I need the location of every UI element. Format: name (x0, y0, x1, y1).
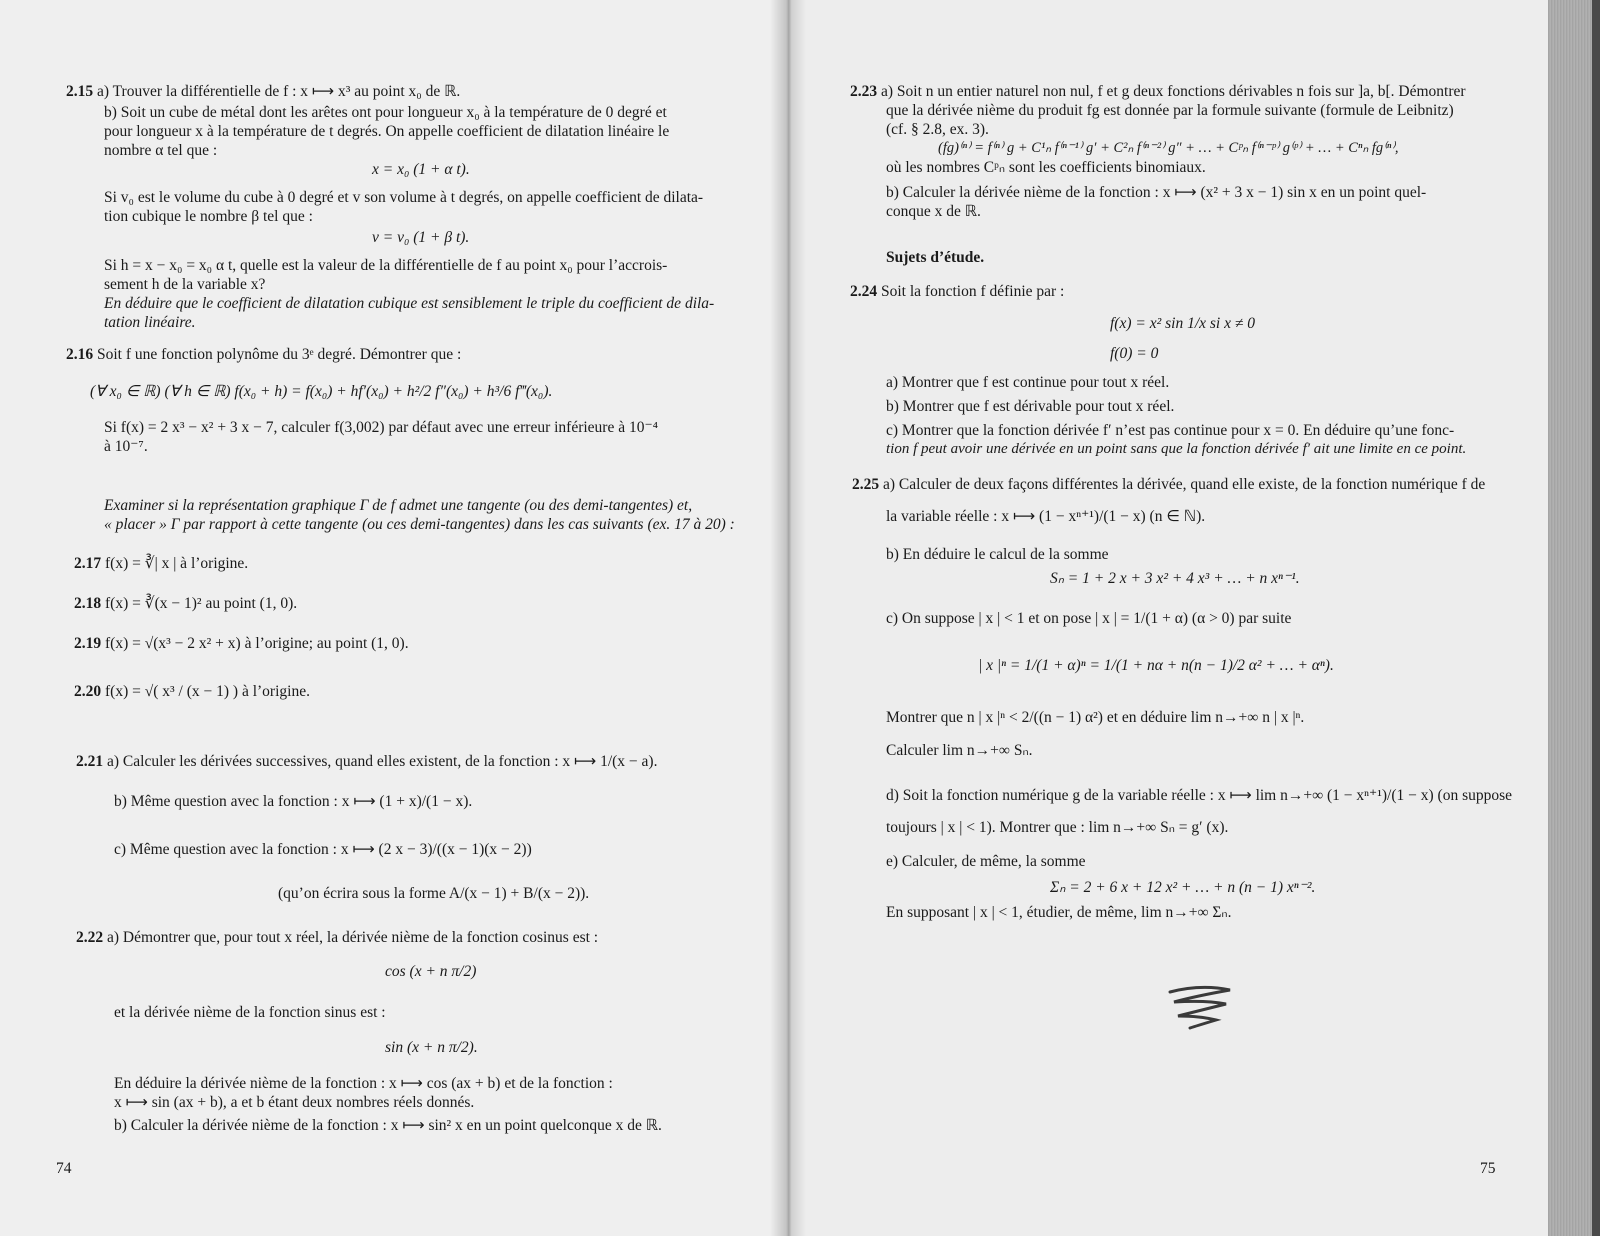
exercise-number: 2.24 (850, 283, 878, 300)
exercise-2-25-l1: Montrer que n | x |ⁿ < 2/((n − 1) α²) et en déduire lim n→+∞ n | x |ⁿ. (886, 709, 1305, 726)
exercise-2-25-l2: Calculer lim n→+∞ Sₙ. (886, 742, 1033, 759)
exercise-number: 2.21 (76, 753, 104, 770)
exercise-2-16 (66, 345, 461, 364)
exercise-2-23-b2: conque x de ℝ. (886, 203, 981, 220)
formula-sigma-n: Σₙ = 2 + 6 x + 12 x² + … + n (n − 1) xⁿ⁻². (1050, 879, 1316, 896)
exercise-2-15-c2: tion cubique le nombre β tel que : (104, 208, 313, 225)
exercise-2-24-c2: tion f peut avoir une dérivée en un point sans que la fonction dérivée f′ ait une limite en ce point. (886, 441, 1467, 457)
intro-line-2: « placer » Γ par rapport à cette tangente (ou ces demi-tangentes) dans les cas suivants (ex. 17 à 20) : (104, 516, 735, 533)
exercise-number: 2.18 (74, 595, 102, 612)
exercise-text: a) Calculer les dérivées successives, quand elles existent, de la fonction : x ⟼ 1/(x − a). (107, 753, 658, 770)
exercise-2-24-b: b) Montrer que f est dérivable pour tout x réel. (886, 398, 1175, 415)
exercise-2-25-e: e) Calculer, de même, la somme (886, 853, 1086, 870)
exercise-number: 2.23 (850, 83, 878, 100)
formula-cos-derivative: cos (x + n π/2) (385, 963, 477, 980)
exercise-2-25-c: c) On suppose | x | < 1 et on pose | x | = 1/(1 + α) (α > 0) par suite (886, 610, 1292, 627)
exercise-number: 2.17 (74, 555, 102, 572)
exercise-2-15-d3: En déduire que le coefficient de dilatation cubique est sensiblement le triple du coefficient de dila- (104, 295, 715, 312)
exercise-2-24-c1: c) Montrer que la fonction dérivée f′ n’est pas continue pour x = 0. En déduire qu’une fonc- (886, 422, 1455, 439)
exercise-text: a) Démontrer que, pour tout x réel, la dérivée nième de la fonction cosinus est : (107, 929, 599, 946)
book-gutter (770, 0, 806, 1236)
exercise-2-15-d4: tation linéaire. (104, 314, 196, 331)
intro-line-1: Examiner si la représentation graphique Γ de f admet une tangente (ou des demi-tangentes) et, (104, 497, 693, 514)
page-number-left: 74 (56, 1160, 72, 1177)
exercise-text: a) Calculer de deux façons différentes la dérivée, quand elle existe, de la fonction numérique f de (883, 476, 1486, 493)
exercise-2-25-l3: En supposant | x | < 1, étudier, de même, lim n→+∞ Σₙ. (886, 904, 1232, 921)
page-number-right: 75 (1480, 1160, 1496, 1177)
exercise-2-24 (850, 282, 1064, 301)
exercise-2-15-d1: Si h = x − x₀ = x₀ α t, quelle est la valeur de la différentielle de f au point x₀ pour l’accrois- (104, 257, 668, 274)
section-title: Sujets d’étude. (886, 249, 985, 266)
exercise-2-23-a3: (cf. § 2.8, ex. 3). (886, 121, 989, 138)
exercise-2-25-d1: d) Soit la fonction numérique g de la variable réelle : x ⟼ lim n→+∞ (1 − xⁿ⁺¹)/(1 − x) (on suppose (886, 787, 1513, 804)
formula-leibnitz: (fg)⁽ⁿ⁾ = f⁽ⁿ⁾ g + C¹ₙ f⁽ⁿ⁻¹⁾ g′ + C²ₙ f⁽ⁿ⁻²⁾ g″ + … + Cᵖₙ f⁽ⁿ⁻ᵖ⁾ g⁽ᵖ⁾ + … + Cⁿₙ fg⁽ⁿ⁾, (938, 140, 1399, 156)
exercise-text: a) Trouver la différentielle de f : x ⟼ x³ au point x₀ de ℝ. (97, 83, 461, 100)
cover-edge (1592, 0, 1600, 1236)
formula-taylor: (∀ x₀ ∈ ℝ) (∀ h ∈ ℝ) f(x₀ + h) = f(x₀) + hf′(x₀) + h²/2 f″(x₀) + h³/6 f‴(x₀). (90, 383, 553, 400)
ink-scribble (1166, 982, 1236, 1032)
formula-xn: | x |ⁿ = 1/(1 + α)ⁿ = 1/(1 + nα + n(n − 1)/2 α² + … + αⁿ). (978, 657, 1334, 674)
exercise-text: f(x) = √( x³ / (x − 1) ) à l’origine. (105, 683, 310, 700)
exercise-2-23-a1 (850, 82, 1466, 101)
formula-sin-derivative: sin (x + n π/2). (385, 1039, 478, 1056)
exercise-2-21-a (76, 752, 657, 771)
exercise-2-25-a2: la variable réelle : x ⟼ (1 − xⁿ⁺¹)/(1 − x) (n ∈ ℕ). (886, 508, 1206, 525)
formula-cubic-dilatation: v = v₀ (1 + β t). (372, 229, 470, 246)
exercise-2-15-b1: b) Soit un cube de métal dont les arêtes ont pour longueur x₀ à la température de 0 degré et (104, 104, 667, 121)
formula-linear-dilatation: x = x₀ (1 + α t). (372, 161, 470, 178)
exercise-number: 2.22 (76, 929, 104, 946)
exercise-text: f(x) = √(x³ − 2 x² + x) à l’origine; au point (1, 0). (105, 635, 409, 652)
exercise-number: 2.20 (74, 683, 102, 700)
exercise-2-16-l2: Si f(x) = 2 x³ − x² + 3 x − 7, calculer f(3,002) par défaut avec une erreur inférieure à 10⁻⁴ (104, 419, 659, 436)
exercise-2-22-l2: et la dérivée nième de la fonction sinus est : (114, 1004, 386, 1021)
exercise-2-22-a (76, 928, 598, 947)
exercise-2-18 (74, 594, 297, 613)
exercise-number: 2.25 (852, 476, 880, 493)
exercise-2-17 (74, 554, 248, 573)
exercise-2-23-b1: b) Calculer la dérivée nième de la fonction : x ⟼ (x² + 3 x − 1) sin x en un point quel- (886, 184, 1427, 201)
formula-sn: Sₙ = 1 + 2 x + 3 x² + 4 x³ + … + n xⁿ⁻¹. (1050, 570, 1300, 587)
exercise-2-21-c: c) Même question avec la fonction : x ⟼ (2 x − 3)/((x − 1)(x − 2)) (114, 841, 532, 858)
exercise-2-24-a: a) Montrer que f est continue pour tout x réel. (886, 374, 1170, 391)
exercise-2-19 (74, 634, 409, 653)
exercise-text: Soit f une fonction polynôme du 3ᵉ degré. Démontrer que : (97, 346, 462, 363)
exercise-2-22-l3: En déduire la dérivée nième de la fonction : x ⟼ cos (ax + b) et de la fonction : (114, 1075, 613, 1092)
exercise-2-21-c2: (qu’on écrira sous la forme A/(x − 1) + B/(x − 2)). (278, 885, 590, 902)
exercise-text: Soit la fonction f définie par : (881, 283, 1065, 300)
exercise-2-25-d2: toujours | x | < 1). Montrer que : lim n→+∞ Sₙ = g′ (x). (886, 819, 1229, 836)
exercise-2-16-l3: à 10⁻⁷. (104, 438, 148, 455)
exercise-2-21-b: b) Même question avec la fonction : x ⟼ (1 + x)/(1 − x). (114, 793, 473, 810)
exercise-2-23-a2: que la dérivée nième du produit fg est donnée par la formule suivante (formule de Leibnitz) (886, 102, 1454, 119)
exercise-number: 2.19 (74, 635, 102, 652)
formula-f0: f(0) = 0 (1110, 345, 1159, 362)
left-page (0, 0, 788, 1236)
exercise-text: a) Soit n un entier naturel non nul, f et g deux fonctions dérivables n fois sur ]a, b[. Démontrer (881, 83, 1466, 100)
exercise-2-15-b3: nombre α tel que : (104, 142, 218, 159)
exercise-2-25-a1 (852, 475, 1485, 494)
exercise-2-25-b: b) En déduire le calcul de la somme (886, 546, 1109, 563)
exercise-2-22-l4: x ⟼ sin (ax + b), a et b étant deux nombres réels donnés. (114, 1094, 475, 1111)
exercise-2-15-b2: pour longueur x à la température de t degrés. On appelle coefficient de dilatation linéaire le (104, 123, 670, 140)
exercise-text: f(x) = ∛| x | à l’origine. (105, 555, 249, 572)
exercise-2-20 (74, 682, 310, 701)
exercise-number: 2.16 (66, 346, 94, 363)
exercise-text: f(x) = ∛(x − 1)² au point (1, 0). (105, 595, 298, 612)
exercise-number: 2.15 (66, 83, 94, 100)
right-page (788, 0, 1548, 1236)
exercise-2-23-a4: où les nombres Cᵖₙ sont les coefficients binomiaux. (886, 159, 1206, 176)
exercise-2-15-d2: sement h de la variable x? (104, 276, 266, 293)
exercise-2-15-c1: Si v₀ est le volume du cube à 0 degré et v son volume à t degrés, on appelle coefficient de dilata- (104, 189, 704, 206)
exercise-2-22-b: b) Calculer la dérivée nième de la fonction : x ⟼ sin² x en un point quelconque x de ℝ. (114, 1117, 662, 1134)
exercise-2-15-a (66, 82, 460, 101)
formula-x2-sin: f(x) = x² sin 1/x si x ≠ 0 (1110, 315, 1255, 332)
